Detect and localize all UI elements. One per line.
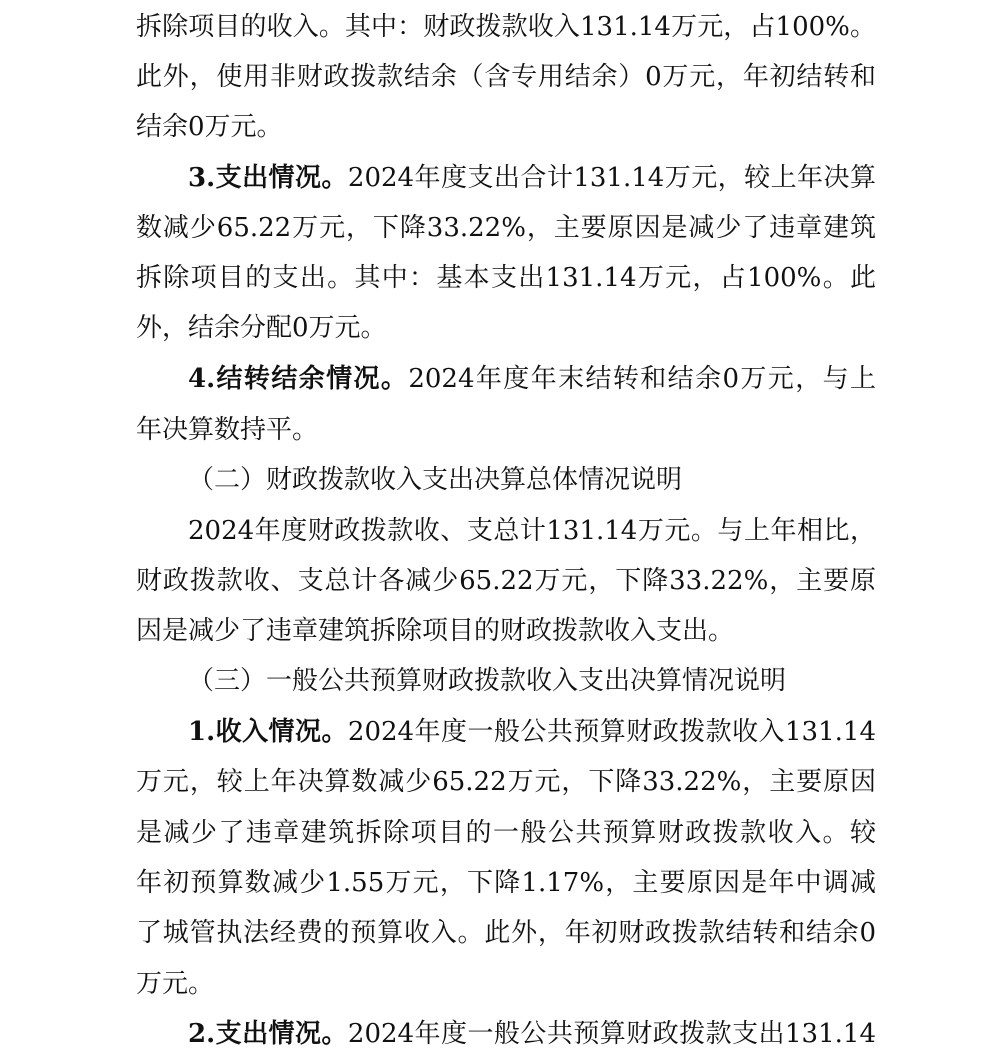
section-heading: 1.收入情况。 <box>188 717 348 747</box>
line-text: 年决算数持平。 <box>136 415 319 445</box>
subsection-title <box>188 455 876 505</box>
section-heading: 4.结转结余情况。 <box>188 364 409 394</box>
line-text: 外，结余分配0万元。 <box>136 313 387 343</box>
paragraph-line <box>136 908 876 958</box>
subsection-title-text: （二）财政拨款收入支出决算总体情况说明 <box>188 465 683 495</box>
paragraph-line <box>136 203 876 253</box>
subsection-title <box>188 656 876 706</box>
line-text: 万元，较上年决算数减少65.22万元，下降33.22%，主要原因 <box>136 767 876 797</box>
section-heading-line <box>188 153 876 203</box>
paragraph-line <box>136 556 876 606</box>
paragraph-line <box>136 303 876 353</box>
section-heading-line <box>188 707 876 757</box>
paragraph-line <box>136 102 876 152</box>
section-heading: 3.支出情况。 <box>188 163 348 193</box>
line-text: 结余0万元。 <box>136 112 283 142</box>
section-heading: 2.支出情况。 <box>188 1019 348 1049</box>
line-text: 此外，使用非财政拨款结余（含专用结余）0万元，年初结转和 <box>136 62 876 92</box>
line-text: 2024年度财政拨款收、支总计131.14万元。与上年相比， <box>188 516 876 546</box>
section-heading-line <box>188 1009 876 1059</box>
line-text: 是减少了违章建筑拆除项目的一般公共预算财政拨款收入。较 <box>136 818 876 848</box>
paragraph-line <box>136 757 876 807</box>
paragraph-line <box>136 52 876 102</box>
subsection-title-text: （三）一般公共预算财政拨款收入支出决算情况说明 <box>188 666 787 696</box>
paragraph-line <box>136 606 876 656</box>
paragraph-line <box>136 808 876 858</box>
section-heading-line <box>188 354 876 404</box>
line-text: 2024年度一般公共预算财政拨款支出131.14 <box>347 1019 876 1049</box>
line-text: 万元。 <box>136 969 215 999</box>
line-text: 数减少65.22万元，下降33.22%，主要原因是减少了违章建筑 <box>136 213 876 243</box>
line-text: 了城管执法经费的预算收入。此外，年初财政拨款结转和结余0 <box>136 918 876 948</box>
line-text: 因是减少了违章建筑拆除项目的财政拨款收入支出。 <box>136 616 735 646</box>
paragraph-line <box>136 959 876 1009</box>
line-text: 2024年度年末结转和结余0万元，与上 <box>408 364 876 394</box>
line-text: 2024年度支出合计131.14万元，较上年决算 <box>347 163 876 193</box>
line-text: 年初预算数减少1.55万元，下降1.17%，主要原因是年中调减 <box>136 868 876 898</box>
paragraph-line <box>136 405 876 455</box>
paragraph-line <box>136 253 876 303</box>
line-text: 财政拨款收、支总计各减少65.22万元，下降33.22%，主要原 <box>136 566 876 596</box>
paragraph-line <box>136 858 876 908</box>
paragraph-line <box>188 506 876 556</box>
line-text: 拆除项目的收入。其中：财政拨款收入131.14万元，占100%。 <box>136 12 876 42</box>
line-text: 2024年度一般公共预算财政拨款收入131.14 <box>347 717 876 747</box>
line-text: 拆除项目的支出。其中：基本支出131.14万元，占100%。此 <box>136 263 876 293</box>
paragraph-line <box>136 2 876 52</box>
